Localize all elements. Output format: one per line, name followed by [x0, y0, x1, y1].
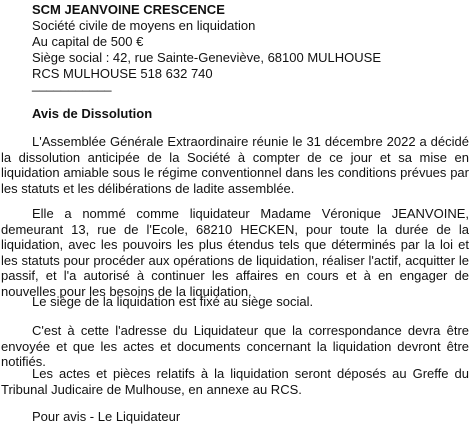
paragraph-dissolution: L'Assemblée Générale Extraordinaire réunie le 31 décembre 2022 a décidé la dissolution anticipée de la Société à compter de ce jour et sa mise en liquidation amiable sous le régime conventionnel dans les conditions prévues par les statuts et les délibérations de ladite assemblée.	[1, 134, 469, 196]
legal-form: Société civile de moyens en liquidation	[32, 18, 256, 33]
signature-line: Pour avis - Le Liquidateur	[32, 409, 181, 424]
share-capital: Au capital de 500 €	[32, 34, 144, 49]
paragraph-filing: Les actes et pièces relatifs à la liquidation seront déposés au Greffe du Tribunal Judicaire de Mulhouse, en annexe au RCS.	[1, 366, 469, 397]
paragraph-liquidator-appointment: Elle a nommé comme liquidateur Madame Véronique JEANVOINE, demeurant 13, rue de l'Ecole, 68210 HECKEN, pour toute la durée de la liquidation, avec les pouvoirs les plus étendus tels que déterminés par la loi et les statuts pour procéder aux opérations de liquidation, réaliser l'actif, acquitter le passif, et l'a autorisé à continuer les affaires en cours et à en engager de nouvelles pour les besoins de la liquidation.	[1, 206, 469, 299]
notice-heading: Avis de Dissolution	[32, 106, 153, 121]
registered-office: Siège social : 42, rue Sainte-Geneviève, 68100 MULHOUSE	[32, 50, 382, 65]
company-name: SCM JEANVOINE CRESCENCE	[32, 2, 225, 17]
trade-registry-number: RCS MULHOUSE 518 632 740	[32, 66, 213, 81]
paragraph-liquidation-seat: Le siège de la liquidation est fixé au siège social.	[32, 294, 314, 309]
paragraph-correspondence-address: C'est à cette l'adresse du Liquidateur que la correspondance devra être envoyée et que les actes et documents concernant la liquidation devront être notifiés.	[1, 323, 469, 370]
separator-line: ___________	[32, 77, 112, 92]
